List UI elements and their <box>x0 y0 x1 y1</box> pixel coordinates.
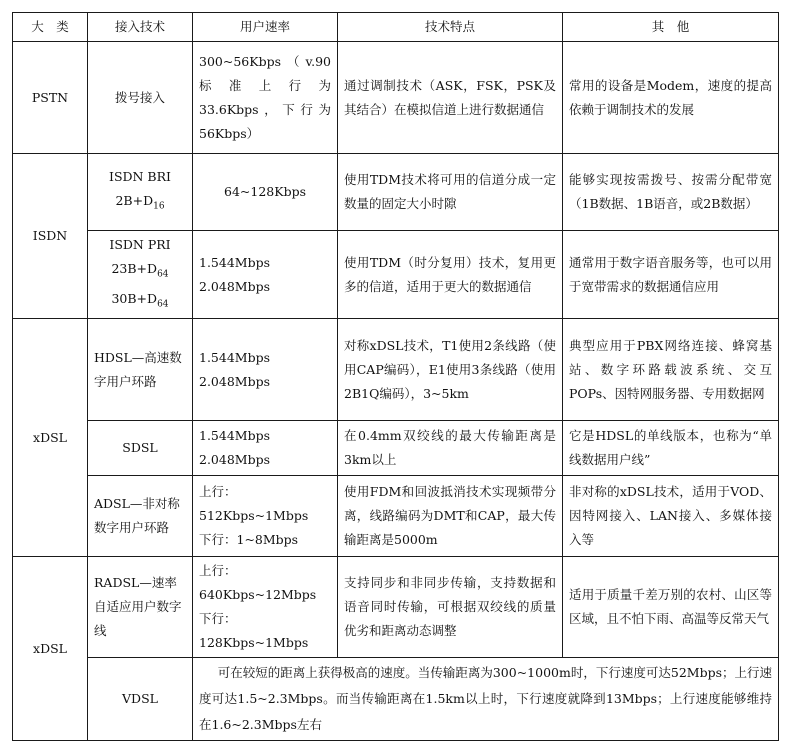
table-row-adsl <box>13 476 779 557</box>
category-xdsl-lower: xDSL <box>13 557 88 741</box>
rate-adsl <box>193 476 338 557</box>
rate-isdn-pri-e1: 2.048Mbps <box>199 278 271 294</box>
tech-radsl: RADSL—速率自适应用户数字线 <box>88 557 193 658</box>
tech-hdsl: HDSL—高速数字用户环路 <box>88 319 193 421</box>
rate-sdsl-t1: 1.544Mbps <box>199 428 271 443</box>
rate-pstn: 300~56Kbps（v.90标准上行为33.6Kbps，下行为56Kbps） <box>193 42 338 154</box>
table-row-isdn-pri <box>13 231 779 319</box>
rate-hdsl <box>193 319 338 421</box>
rate-isdn-pri-t1: 1.544Mbps <box>199 254 271 270</box>
header-user-rate: 用户速率 <box>193 13 338 42</box>
access-technology-table <box>12 12 779 741</box>
rate-sdsl-e1: 2.048Mbps <box>199 452 271 467</box>
header-access-tech: 接入技术 <box>88 13 193 42</box>
tech-vdsl: VDSL <box>88 658 193 741</box>
rate-radsl <box>193 557 338 658</box>
header-category: 大 类 <box>13 13 88 42</box>
rate-isdn-pri <box>193 231 338 319</box>
tech-isdn-pri <box>88 231 193 319</box>
header-features: 技术特点 <box>338 13 563 42</box>
other-isdn-bri: 能够实现按需拨号、按需分配带宽（1B数据、1B语音，或2B数据） <box>563 154 779 231</box>
table-row-sdsl <box>13 421 779 476</box>
other-pstn: 常用的设备是Modem，速度的提高依赖于调制技术的发展 <box>563 42 779 154</box>
other-isdn-pri: 通常用于数字语音服务等，也可以用于宽带需求的数据通信应用 <box>563 231 779 319</box>
table-row-pstn <box>13 42 779 154</box>
table-row-vdsl <box>13 658 779 741</box>
tech-isdn-pri-name: ISDN PRI <box>109 237 171 252</box>
tech-dialup: 拨号接入 <box>88 42 193 154</box>
rate-adsl-downstream: 下行：1~8Mbps <box>199 532 299 547</box>
other-hdsl: 典型应用于PBX网络连接、蜂窝基站、数字环路载波系统、交互POPs、因特网服务器、专用数据网 <box>563 319 779 421</box>
header-other: 其 他 <box>563 13 779 42</box>
table-row-radsl <box>13 557 779 658</box>
rate-radsl-upstream: 上行：640Kbps~12Mbps <box>199 563 317 602</box>
rate-radsl-downstream: 下行：128Kbps~1Mbps <box>199 611 309 650</box>
header-row <box>13 13 779 42</box>
rate-hdsl-t1: 1.544Mbps <box>199 349 271 365</box>
features-isdn-pri: 使用TDM（时分复用）技术，复用更多的信道，适用于更大的数据通信 <box>338 231 563 319</box>
tech-isdn-pri-channels-t1: $23B+D_{64}$ <box>111 261 169 280</box>
table-row-hdsl <box>13 319 779 421</box>
features-pstn: 通过调制技术（ASK，FSK，PSK及其结合）在模拟信道上进行数据通信 <box>338 42 563 154</box>
tech-adsl: ADSL—非对称数字用户环路 <box>88 476 193 557</box>
vdsl-description: 可在较短的距离上获得极高的速度。当传输距离为300~1000m时，下行速度可达52Mbps；上行速度可达1.5~2.3Mbps。而当传输距离在1.5km以上时，下行速度就降到13Mbps；上行速度能够维持在1.6~2.3Mbps左右 <box>193 658 779 741</box>
features-radsl: 支持同步和非同步传输，支持数据和语音同时传输，可根据双绞线的质量优劣和距离动态调整 <box>338 557 563 658</box>
category-isdn: ISDN <box>13 154 88 319</box>
rate-isdn-bri: 64~128Kbps <box>193 154 338 231</box>
rate-adsl-upstream: 上行：512Kbps~1Mbps <box>199 484 309 523</box>
features-adsl: 使用FDM和回波抵消技术实现频带分离，线路编码为DMT和CAP，最大传输距离是5000m <box>338 476 563 557</box>
features-isdn-bri: 使用TDM技术将可用的信道分成一定数量的固定大小时隙 <box>338 154 563 231</box>
category-pstn: PSTN <box>13 42 88 154</box>
features-sdsl: 在0.4mm双绞线的最大传输距离是3km以上 <box>338 421 563 476</box>
tech-isdn-bri-channels: $2B+D_{16}$ <box>115 193 165 212</box>
category-xdsl-upper: xDSL <box>13 319 88 557</box>
rate-hdsl-e1: 2.048Mbps <box>199 373 271 389</box>
features-hdsl: 对称xDSL技术，T1使用2条线路（使用CAP编码），E1使用3条线路（使用2B1Q编码），3~5km <box>338 319 563 421</box>
other-sdsl: 它是HDSL的单线版本，也称为“单线数据用户线” <box>563 421 779 476</box>
table-row-isdn-bri <box>13 154 779 231</box>
tech-sdsl: SDSL <box>88 421 193 476</box>
tech-isdn-bri <box>88 154 193 231</box>
rate-sdsl <box>193 421 338 476</box>
tech-isdn-pri-channels-e1: $30B+D_{64}$ <box>111 290 169 309</box>
other-adsl: 非对称的xDSL技术，适用于VOD、因特网接入、LAN接入、多媒体接入等 <box>563 476 779 557</box>
tech-isdn-bri-name: ISDN BRI <box>109 169 171 185</box>
other-radsl: 适用于质量千差万别的农村、山区等区域，且不怕下雨、高温等反常天气 <box>563 557 779 658</box>
